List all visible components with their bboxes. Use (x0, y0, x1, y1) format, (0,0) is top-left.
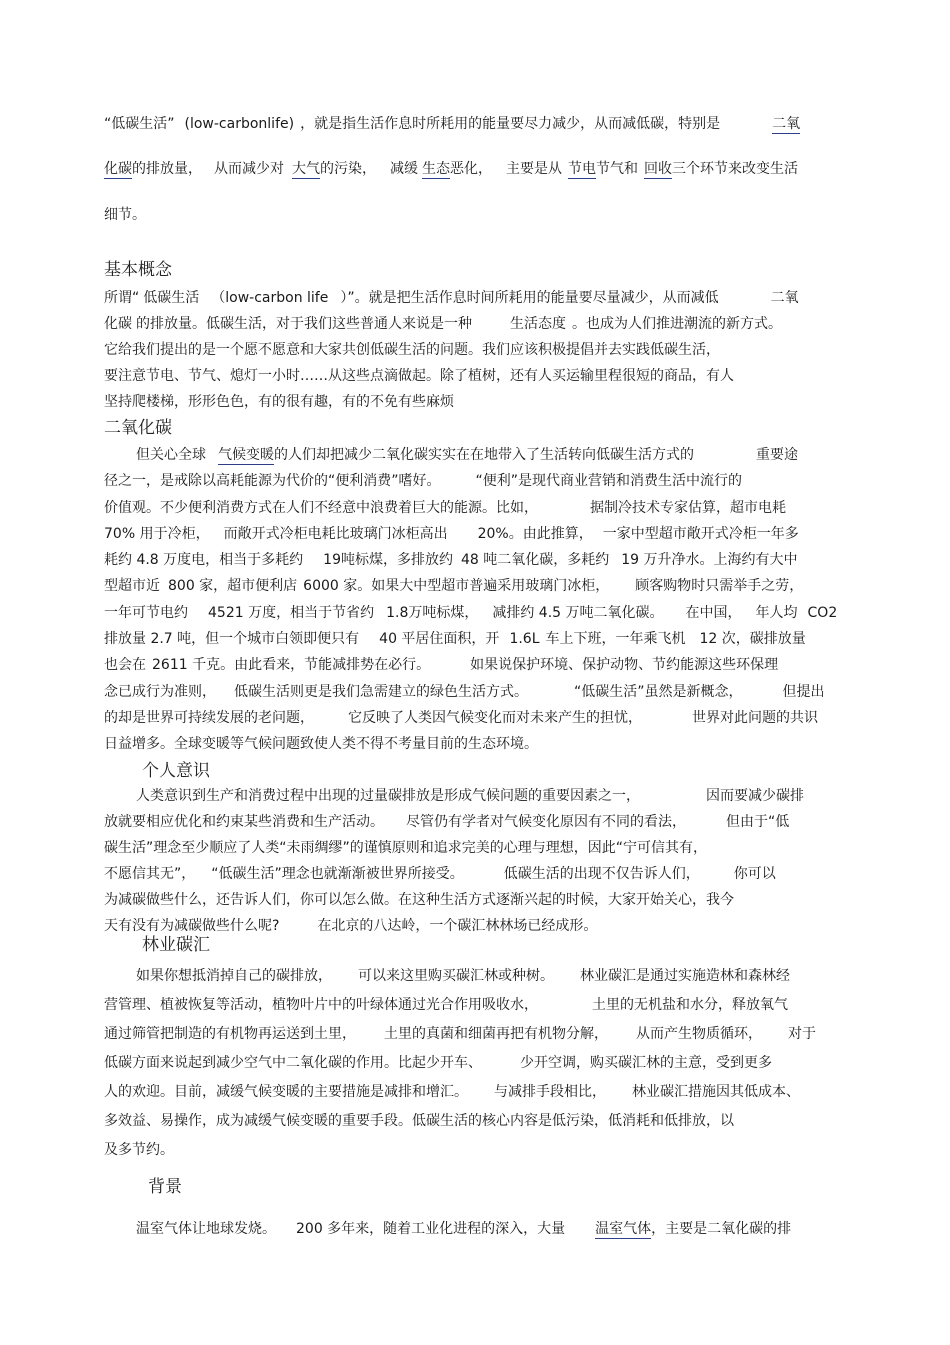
co2-line-3: 价值观。不少便利消费方式在人们不经意中浪费着巨大的能源。比如， 据制冷技术专家估算，超市电耗 (104, 500, 786, 516)
link-co2-cont[interactable]: 化碳 (104, 161, 132, 177)
forestry-line-7: 及多节约。 (104, 1142, 174, 1158)
co2-line-1: 但关心全球 气候变暖的人们却把减少二氧化碳实实在在地带入了生活转向低碳生活方式的 重要途 (136, 447, 798, 463)
awareness-line-3: 碳生活”理念至少顺应了人类“未雨绸缪”的谨慎原则和追求完美的心理与理想，因此“宁可信其有， (104, 840, 708, 856)
co2-line-4: 70% 用于冷柜， 而敞开式冷柜电耗比玻璃门冰柜高出 20%。由此推算， 一家中型超市敞开式冷柜一年多 (104, 526, 799, 542)
link-global-warming[interactable]: 气候变暖 (218, 447, 274, 463)
link-recycling[interactable]: 回收 (644, 161, 672, 177)
forestry-line-4: 低碳方面来说起到减少空气中二氧化碳的作用。比起少开车、 少开空调，购买碳汇林的主意，受到更多 (104, 1055, 772, 1071)
link-co2[interactable]: 二氧 (772, 116, 801, 132)
co2-line-7: 一年可节电约 4521 万度，相当于节省约 1.8万吨标煤， 减排约 4.5 万吨二氧化碳。 在中国， 年人均 CO2 (104, 605, 838, 621)
co2-line-6: 型超市近 800 家，超市便利店 6000 家。如果大中型超市普遍采用玻璃门冰柜， 顾客购物时只需举手之劳， (104, 578, 804, 594)
background-line-1: 温室气体让地球发烧。 200 多年来，随着工业化进程的深入，大量 温室气体，主要是二氧化碳的排 (136, 1221, 792, 1237)
awareness-line-2: 放就要相应优化和约束某些消费和生产活动。 尽管仍有学者对气候变化原因有不同的看法， 但由于“低 (104, 814, 790, 830)
co2-line-5: 耗约 4.8 万度电，相当于多耗约 19吨标煤，多排放约 48 吨二氧化碳，多耗约 19 万升净水。上海约有大中 (104, 552, 798, 568)
co2-line-9: 也会在 2611 千克。由此看来，节能减排势在必行。 如果说保护环境、保护动物、节约能源这些环保理 (104, 657, 779, 673)
forestry-line-6: 多效益、易操作，成为减缓气候变暖的重要手段。低碳生活的核心内容是低污染，低消耗和低排放，以 (104, 1113, 734, 1129)
forestry-line-1: 如果你想抵消掉自己的碳排放， 可以来这里购买碳汇林或种树。 林业碳汇是通过实施造林和森林经 (136, 968, 790, 984)
heading-co2: 二氧化碳 (104, 418, 172, 438)
awareness-line-1: 人类意识到生产和消费过程中出现的过量碳排放是形成气候问题的重要因素之一， 因而要减少碳排 (136, 788, 804, 804)
co2-line-2: 径之一，是戒除以高耗能源为代价的“便利消费”嗜好。 “便利”是现代商业营销和消费生活中流行的 (104, 473, 743, 489)
link-greenhouse-gas[interactable]: 温室气体 (595, 1221, 652, 1237)
basic-line-5: 坚持爬楼梯，形形色色，有的很有趣，有的不免有些麻烦 (104, 394, 454, 410)
intro-line-2: 化碳的排放量， 从而减少对 大气的污染， 减缓 生态恶化， 主要是从 节电节气和 回收三个环节来改变生活 (104, 161, 798, 177)
basic-line-2: 化碳 的排放量。低碳生活，对于我们这些普通人来说是一种 生活态度 。也成为人们推进潮流的新方式。 (104, 316, 782, 332)
awareness-line-6: 天有没有为减碳做些什么呢? 在北京的八达岭，一个碳汇林林场已经成形。 (104, 918, 598, 934)
forestry-line-5: 人的欢迎。目前，减缓气候变暖的主要措施是减排和增汇。 与减排手段相比， 林业碳汇措施因其低成本、 (104, 1084, 800, 1100)
co2-line-12: 日益增多。全球变暖等气候问题致使人类不得不考量目前的生态环境。 (104, 736, 538, 752)
link-ecology[interactable]: 生态 (422, 161, 450, 177)
co2-line-8: 排放量 2.7 吨，但一个城市白领即便只有 40 平居住面积，开 1.6L 车上下班，一年乘飞机 12 次，碳排放量 (104, 631, 806, 647)
intro-line-3: 细节。 (104, 207, 146, 223)
heading-background: 背景 (148, 1177, 182, 1197)
basic-line-3: 它给我们提出的是一个愿不愿意和大家共创低碳生活的问题。我们应该积极提倡并去实践低碳生活， (104, 342, 720, 358)
link-power-saving[interactable]: 节电 (568, 161, 596, 177)
co2-line-10: 念已成行为准则， 低碳生活则更是我们急需建立的绿色生活方式。 “低碳生活”虽然是新概念， 但提出 (104, 684, 825, 700)
basic-line-4: 要注意节电、节气、熄灯一小时……从这些点滴做起。除了植树，还有人买运输里程很短的商品，有人 (104, 368, 734, 384)
heading-basic-concept: 基本概念 (104, 260, 172, 280)
forestry-line-2: 营管理、植被恢复等活动，植物叶片中的叶绿体通过光合作用吸收水， 土里的无机盐和水分，释放氧气 (104, 997, 788, 1013)
co2-line-11: 的却是世界可持续发展的老问题， 它反映了人类因气候变化而对未来产生的担忧， 世界对此问题的共识 (104, 710, 818, 726)
link-atmosphere[interactable]: 大气 (292, 161, 320, 177)
heading-forestry-carbon-sink: 林业碳汇 (142, 935, 210, 955)
forestry-line-3: 通过筛管把制造的有机物再运送到土里， 土里的真菌和细菌再把有机物分解， 从而产生物质循环， 对于 (104, 1026, 816, 1042)
heading-personal-awareness: 个人意识 (142, 761, 210, 781)
intro-line-1: “低碳生活” (low-carbonlife) ，就是指生活作息时所耗用的能量要尽力减少，从而减低碳，特别是 二氧 (104, 116, 801, 132)
basic-line-1: 所谓“ 低碳生活 （low-carbon life ）”。就是把生活作息时间所耗用的能量要尽量减少，从而减低 二氧 (104, 290, 799, 306)
awareness-line-4: 不愿信其无”， “低碳生活”理念也就渐渐被世界所接受。 低碳生活的出现不仅告诉人们， 你可以 (104, 866, 776, 882)
awareness-line-5: 为减碳做些什么，还告诉人们，你可以怎么做。在这种生活方式逐渐兴起的时候，大家开始关心，我今 (104, 892, 734, 908)
